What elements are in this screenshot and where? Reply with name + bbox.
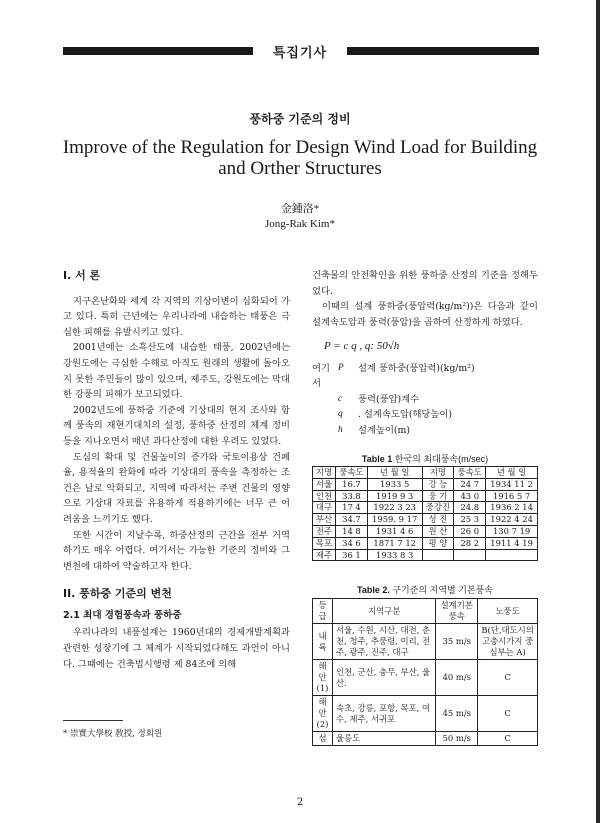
footnote-rule [63,720,123,721]
table-cell: 25 3 [454,514,486,526]
table-row [313,624,538,660]
table-row [313,490,538,502]
table-row [313,514,538,526]
author-name-hanja: 金鍾洛* [280,203,320,215]
variable-symbol: c [338,393,343,404]
table-header-row [313,599,538,624]
scan-edge [596,0,600,823]
table-cell: 중강진 [422,502,454,514]
table-cell: 14 8 [336,525,368,537]
table-cell: C [478,696,538,732]
table-cell: 성 진 [422,514,454,526]
table-2 [312,598,538,746]
variable-description: . 설계속도압(해당높이) [358,409,452,421]
table-1-label: Table 1 [361,454,393,464]
table-cell: 1933 8 3 [367,549,422,561]
column-header: 년 월 일 [367,467,422,479]
table-cell: 해안 (2) [313,696,333,732]
section-2-heading: II. 풍하중 기준의 변천 [63,587,172,601]
table-cell: 24.8 [454,502,486,514]
table-cell: 울릉도 [332,732,435,746]
table-cell: 50 m/s [436,732,478,746]
table-1-body [313,478,538,561]
table-cell: 40 m/s [436,660,478,696]
table-1 [312,466,538,561]
table-2-caption [312,583,538,596]
table-cell: C [478,660,538,696]
table-row [313,696,538,732]
table-cell: 1919 9 3 [367,490,422,502]
table-header-row [313,467,538,479]
table-cell: 전주 [313,525,336,537]
table-2-label: Table 2. [356,585,390,595]
table-cell: B(단,대도시의 고층시가지 중심부는 A) [478,624,538,660]
english-title-line-1: Improve of the Regulation for Design Wind Load for Building [62,137,538,158]
column-header: 년 월 일 [486,467,538,479]
table-cell: 1934 11 2 [486,478,538,490]
table-cell [454,549,486,561]
paragraph: 도심의 확대 및 건물높이의 증가와 국토이용상 건폐율, 용적율의 완화에 따라 기상대의 풍속을 측정하는 조건은 날로 악화되고, 지역에 따라서는 주변 건물의 영향으로 기상대 자료를 유용하게 적용하기에는 너무 큰 어려움을 느끼기도 했다. [63,451,290,525]
table-cell: 34.7 [336,514,368,526]
table-cell: 130 7 19 [486,525,538,537]
table-row [313,732,538,746]
table-cell: C [478,732,538,746]
table-cell: 26 0 [454,525,486,537]
variable-symbol: h [338,424,343,435]
column-header: 풍속도 [336,467,368,479]
table-cell: 원 산 [422,525,454,537]
table-cell [422,549,454,561]
subsection-2-1-heading: 2.1 최대 경험풍속과 풍하중 [63,609,182,621]
author-footnote: * 崇實大學校 敎授, 정회원 [63,729,163,739]
table-cell: 강 능 [422,478,454,490]
table-cell: 내륙 [313,624,333,660]
paragraph: 2002년도에 풍하중 기준에 기상대의 현지 조사와 함께 풍속의 재현기대치의 설정, 풍하중 산정의 체계 정비 등을 지나오면서 매년 과다산정에 대한 우려도 있었다. [63,404,290,447]
table-cell: 16.7 [336,478,368,490]
variable-symbol: q [338,409,343,420]
paragraph: 우리나라의 내풍설계는 1960년대의 경제개발계획과 관련한 성장기에 그 체계가 시작되었다해도 과언이 아니다. 그때에는 건축법시행령 제 84조에 의해 [63,627,290,670]
table-cell: 1959. 9 17 [367,514,422,526]
table-cell: 43 0 [454,490,486,502]
table-cell: 서울 [313,478,336,490]
table-cell: 1936 2 14 [486,502,538,514]
table-cell: 섬 [313,732,333,746]
variable-symbol: P [338,362,344,373]
variable-row [312,361,538,392]
table-2-title: 구기준의 지역별 기본풍속 [392,585,493,595]
table-cell: 33.8 [336,490,368,502]
table-1-caption [312,452,538,465]
table-cell: 부산 [313,514,336,526]
english-title-line-2: and Orther Structures [218,158,382,179]
table-cell: 45 m/s [436,696,478,732]
variable-description: 설계 풍하중(풍압력)(kg/m²) [358,362,475,374]
column-header: 지명 [313,467,336,479]
table-cell: 서울, 수원, 시산, 대전, 춘천, 청주, 추풍령, 이리, 전주, 광주, 진주, 대구 [332,624,435,660]
column-header: 지역구분 [332,599,435,624]
table-cell: 1931 4 6 [367,525,422,537]
table-cell: 17 4 [336,502,368,514]
column-header: 풍속도 [454,467,486,479]
table-cell: 1933 5 [367,478,422,490]
table-cell: 대구 [313,502,336,514]
column-header: 지명 [422,467,454,479]
table-cell: 평 양 [422,537,454,549]
page-number: 2 [296,797,304,808]
table-row [313,660,538,696]
english-title [60,137,540,179]
variable-row [312,407,538,423]
table-cell: 웅 기 [422,490,454,502]
variable-description: 풍력(풍압)계수 [358,393,420,405]
table-cell: 해안 (1) [313,660,333,696]
table-row [313,502,538,514]
section-label: 특집기사 [272,46,328,61]
paragraph: 지구온난화와 세계 각 지역의 기상이변이 심화되어 가고 있다. 특히 근년에는 우리나라에 내습하는 태풍은 극심한 피해를 유발시키고 있다. [63,295,290,338]
table-cell: 34 6 [336,537,368,549]
left-column [63,268,290,672]
table-cell: 36 1 [336,549,368,561]
table-cell: 24 7 [454,478,486,490]
wind-load-formula: P = c q , q: 50√h [324,340,400,353]
table-2-body [313,624,538,746]
variable-row [312,392,538,408]
table-cell: 28 2 [454,537,486,549]
table-row [313,549,538,561]
table-row [313,478,538,490]
table-1-title: 한국의 최대풍속(m/sec) [394,454,489,464]
table-cell: 1911 4 19 [486,537,538,549]
column-header: 설계기본풍속 [436,599,478,624]
table-cell: 제주 [313,549,336,561]
paragraph: 이때의 설계 풍하중(풍압력(kg/m²))은 다음과 같이 설계속도압과 풍력(풍압)을 곱하여 산정하게 하였다. [312,301,538,328]
paragraph: 2001년에는 소흑산도에 내습한 태풍, 2002년에는 강원도에는 극심한 수해로 아직도 원래의 생활에 돌아오지 못한 주민들이 많이 있으며, 제주도, 강원도에는 막대한 강풍의 피해가 보고되었다. [63,342,290,401]
variable-description: 설계높이(m) [358,424,410,436]
right-column [312,268,538,438]
variable-row [312,423,538,439]
paragraph: 건축물의 안전확인을 위한 풍하중 산정의 기준을 정해두었다. [312,270,538,297]
variable-definitions [312,361,538,439]
variables-intro: 여기서 [312,362,330,390]
table-cell [486,549,538,561]
column-header: 노풍도 [478,599,538,624]
table-cell: 1871 7 12 [367,537,422,549]
table-cell: 1916 5 7 [486,490,538,502]
table-cell: 인천 [313,490,336,502]
table-cell: 목포 [313,537,336,549]
table-cell: 인천, 군산, 충무, 부산, 울산. [332,660,435,696]
author-name-roman: Jong-Rak Kim* [265,218,335,230]
table-cell: 속초, 강릉, 포항, 목포, 여수, 제주, 서귀포 [332,696,435,732]
korean-title: 풍하중 기준의 정비 [249,112,351,126]
paragraph: 또한 시간이 지날수록, 하중산정의 근간을 전부 거역하기도 매우 어렵다. 여기서는 가능한 기준의 정비와 그 변천에 대하여 약술하고자 한다. [63,529,290,572]
table-row [313,537,538,549]
table-cell: 1922 4 24 [486,514,538,526]
table-row [313,525,538,537]
table-cell: 1922 3 23 [367,502,422,514]
table-cell: 35 m/s [436,624,478,660]
section-1-heading: I. 서 론 [63,269,101,282]
column-header: 등급 [313,599,333,624]
